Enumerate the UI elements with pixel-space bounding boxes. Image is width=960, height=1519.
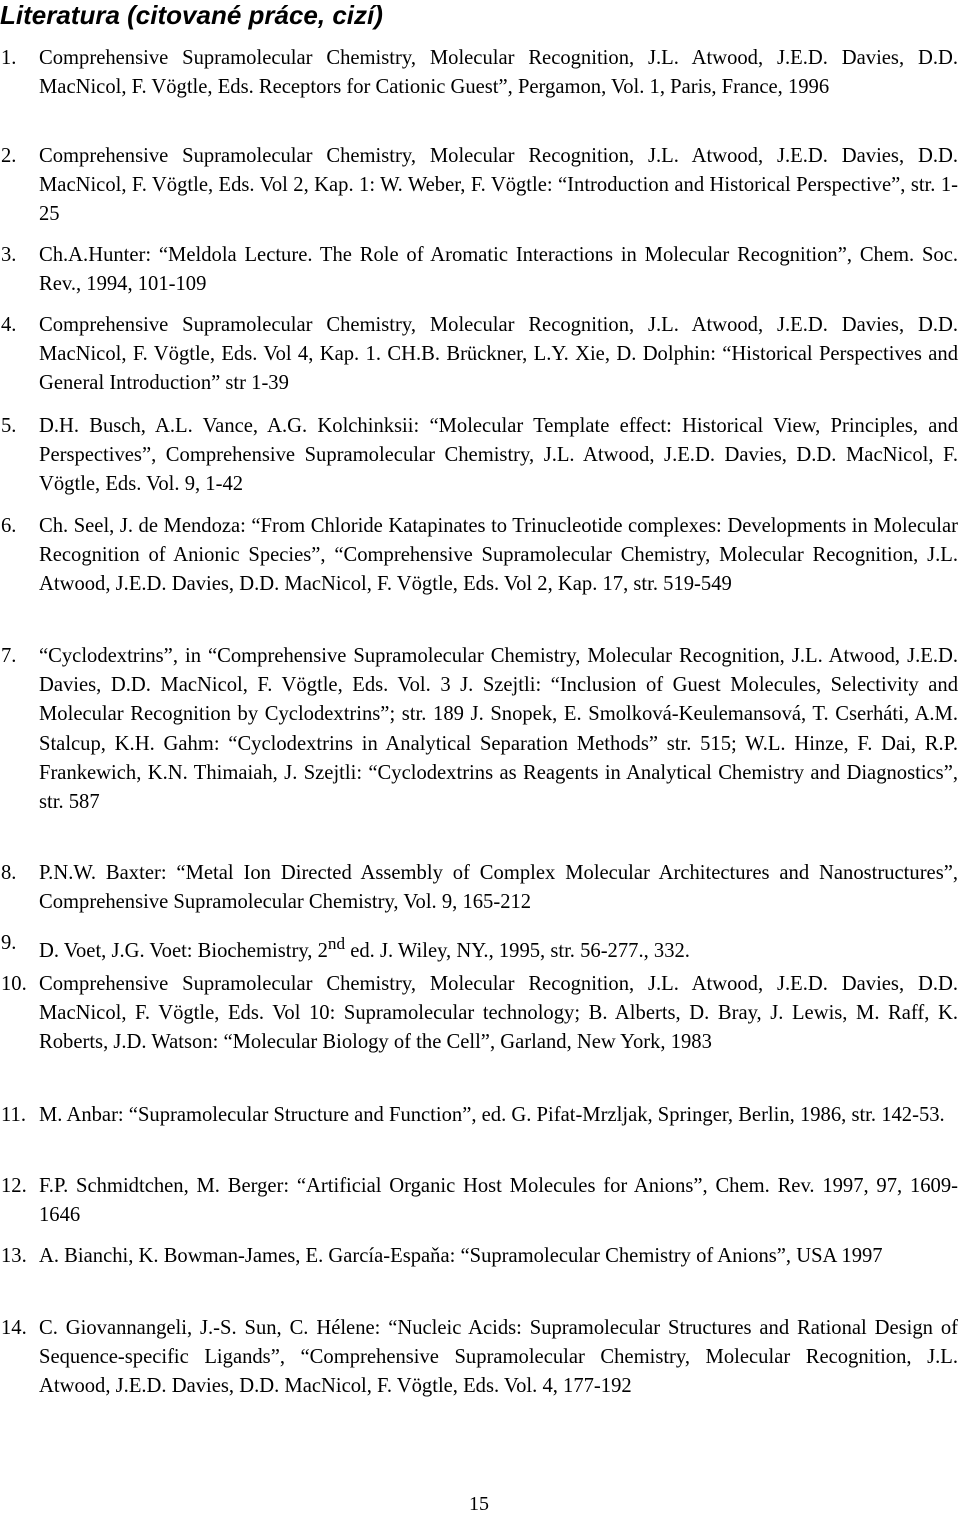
reference-number: 13. (1, 1245, 27, 1267)
reference-item-5 (0, 412, 958, 500)
reference-text: P.N.W. Baxter: “Metal Ion Directed Assembly of Complex Molecular Architectures and Nanostructures”, Comprehensive Supramolecular Chemistry, Vol. 9, 165-212 (39, 862, 958, 914)
page-number: 15 (469, 1493, 489, 1515)
page-title: Literatura (citované práce, cizí) (0, 0, 383, 30)
reference-text: Comprehensive Supramolecular Chemistry, Molecular Recognition, J.L. Atwood, J.E.D. Davies, D.D. MacNicol, F. Vögtle, Eds. Receptors for Cationic Guest”, Pergamon, Vol. 1, Paris, France, 1996 (39, 47, 958, 99)
reference-item-8 (0, 859, 958, 917)
reference-text: F.P. Schmidtchen, M. Berger: “Artificial Organic Host Molecules for Anions”, Chem. Rev. 1997, 97, 1609-1646 (39, 1175, 958, 1227)
reference-number: 6. (1, 515, 17, 537)
reference-item-10 (0, 970, 958, 1058)
reference-text (39, 929, 958, 966)
reference-number: 1. (1, 47, 17, 69)
reference-item-1 (0, 44, 958, 102)
reference-number: 7. (1, 645, 17, 667)
reference-number: 12. (1, 1175, 27, 1197)
reference-item-14 (0, 1314, 958, 1402)
reference-number: 5. (1, 415, 17, 437)
reference-item-6 (0, 512, 958, 600)
reference-number: 10. (1, 973, 27, 995)
reference-item-7 (0, 642, 958, 817)
reference-text: Ch.A.Hunter: “Meldola Lecture. The Role of Aromatic Interactions in Molecular Recognition”, Chem. Soc. Rev., 1994, 101-109 (39, 244, 958, 296)
reference-text: C. Giovannangeli, J.-S. Sun, C. Hélene: “Nucleic Acids: Supramolecular Structures and Rational Design of Sequence-specific Ligands”, “Comprehensive Supramolecular Chemistry, Molecular Recognition, J.L. Atwood, J.E.D. Davies, D.D. MacNicol, F. Vögtle, Eds. Vol. 4, 177-192 (39, 1317, 958, 1398)
reference-number: 8. (1, 862, 17, 884)
reference-item-4 (0, 311, 958, 399)
reference-text: Ch. Seel, J. de Mendoza: “From Chloride Katapinates to Trinucleotide complexes: Developments in Molecular Recognition of Anionic Species”, “Comprehensive Supramolecular Chemistry, Molecular Recognition, J.L. Atwood, J.E.D. Davies, D.D. MacNicol, F. Vögtle, Eds. Vol 2, Kap. 17, str. 519-549 (39, 515, 958, 596)
reference-text-before: D. Voet, J.G. Voet: Biochemistry, 2 (39, 939, 328, 962)
reference-number: 4. (1, 314, 17, 336)
reference-item-2 (0, 142, 958, 230)
reference-item-13 (0, 1242, 958, 1271)
reference-number: 2. (1, 145, 17, 167)
reference-text-after: ed. J. Wiley, NY., 1995, str. 56-277., 332. (345, 939, 690, 962)
reference-item-9 (0, 929, 958, 966)
reference-number: 11. (1, 1104, 26, 1126)
reference-number: 14. (1, 1317, 27, 1339)
reference-number: 3. (1, 244, 17, 266)
reference-text: D.H. Busch, A.L. Vance, A.G. Kolchinksii: “Molecular Template effect: Historical View, Principles, and Perspectives”, Comprehensive Supramolecular Chemistry, J.L. Atwood, J.E.D. Davies, D.D. MacNicol, F. Vögtle, Eds. Vol. 9, 1-42 (39, 415, 958, 496)
reference-item-12 (0, 1172, 958, 1230)
reference-text: A. Bianchi, K. Bowman-James, E. García-Espaňa: “Supramolecular Chemistry of Anions”, USA 1997 (39, 1245, 883, 1267)
reference-text: Comprehensive Supramolecular Chemistry, Molecular Recognition, J.L. Atwood, J.E.D. Davies, D.D. MacNicol, F. Vögtle, Eds. Vol 10: Supramolecular technology; B. Alberts, D. Bray, J. Lewis, M. Raff, K. Roberts, J.D. Watson: “Molecular Biology of the Cell”, Garland, New York, 1983 (39, 973, 958, 1054)
reference-number: 9. (1, 932, 17, 954)
reference-text: “Cyclodextrins”, in “Comprehensive Supramolecular Chemistry, Molecular Recognition, J.L. Atwood, J.E.D. Davies, D.D. MacNicol, F. Vögtle, Eds. Vol. 3 J. Szejtli: “Inclusion of Guest Molecules, Selectivity and Molecular Recognition by Cyclodextrins”; str. 189 J. Snopek, E. Smolková-Keulemansová, T. Cserháti, A.M. Stalcup, K.H. Gahm: “Cyclodextrins in Analytical Separation Methods” str. 515; W.L. Hinze, F. Dai, R.P. Frankewich, K.N. Thimaiah, J. Szejtli: “Cyclodextrins as Reagents in Analytical Chemistry and Diagnostics”, str. 587 (39, 645, 958, 814)
reference-item-11 (0, 1101, 958, 1130)
reference-text: M. Anbar: “Supramolecular Structure and Function”, ed. G. Pifat-Mrzljak, Springer, Berlin, 1986, str. 142-53. (39, 1104, 945, 1126)
reference-item-3 (0, 241, 958, 299)
reference-text: Comprehensive Supramolecular Chemistry, Molecular Recognition, J.L. Atwood, J.E.D. Davies, D.D. MacNicol, F. Vögtle, Eds. Vol 2, Kap. 1: W. Weber, F. Vögtle: “Introduction and Historical Perspective”, str. 1-25 (39, 145, 958, 226)
ordinal-superscript: nd (327, 934, 346, 953)
reference-text: Comprehensive Supramolecular Chemistry, Molecular Recognition, J.L. Atwood, J.E.D. Davies, D.D. MacNicol, F. Vögtle, Eds. Vol 4, Kap. 1. CH.B. Brückner, L.Y. Xie, D. Dolphin: “Historical Perspectives and General Introduction” str 1-39 (39, 314, 958, 395)
